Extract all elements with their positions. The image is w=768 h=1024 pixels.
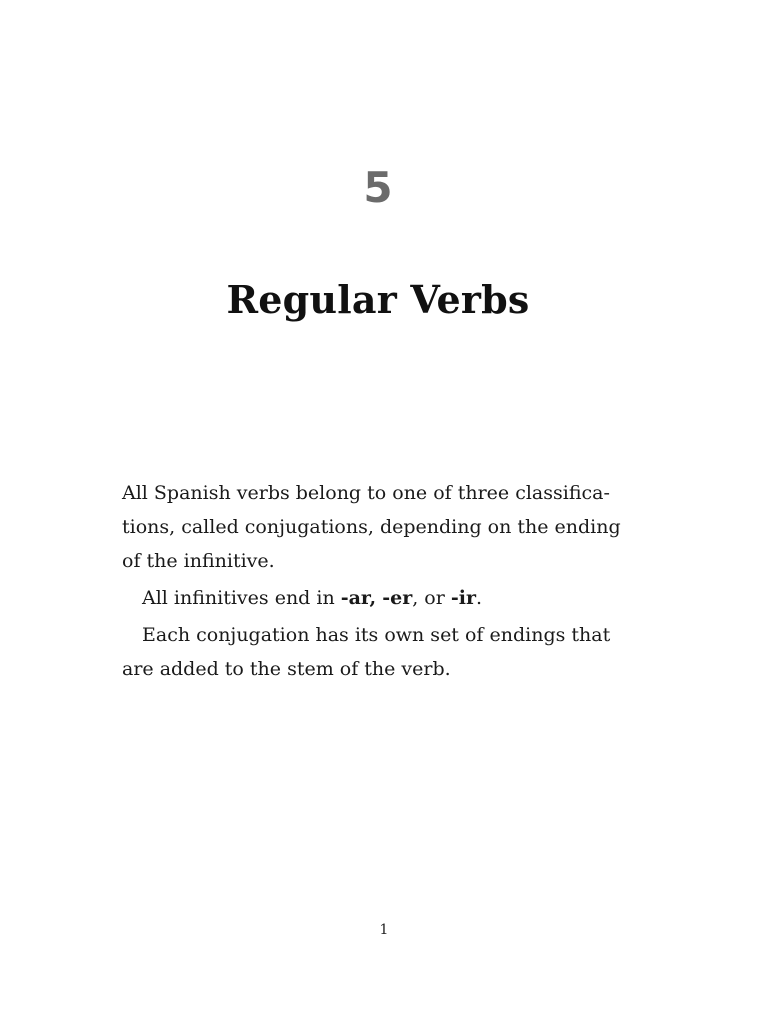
ending-ir: -ir <box>450 587 476 609</box>
chapter-title: Regular Verbs <box>226 277 530 322</box>
paragraph-3-line-1: Each conjugation has its own set of endings that <box>142 624 611 646</box>
paragraph-1-line-1: All Spanish verbs belong to one of three classifica- <box>122 482 610 504</box>
paragraph-3 <box>122 618 652 686</box>
paragraph-2-prefix: All infinitives end in <box>142 587 341 609</box>
paragraph-2-separator-2: , or <box>412 587 451 609</box>
chapter-number: 5 <box>363 163 393 212</box>
paragraph-2-suffix: . <box>475 587 483 609</box>
paragraph-2 <box>122 581 652 615</box>
ending-er: -er <box>382 587 413 609</box>
ending-ar: -ar, <box>340 587 377 609</box>
paragraph-3-line-2: are added to the stem of the verb. <box>122 658 451 680</box>
paragraph-1 <box>122 476 652 578</box>
paragraph-1-line-3: of the infinitive. <box>122 550 275 572</box>
chapter-body <box>122 476 652 686</box>
paragraph-1-line-2: tions, called conjugations, depending on the ending <box>122 516 621 538</box>
page-number: 1 <box>379 922 389 938</box>
